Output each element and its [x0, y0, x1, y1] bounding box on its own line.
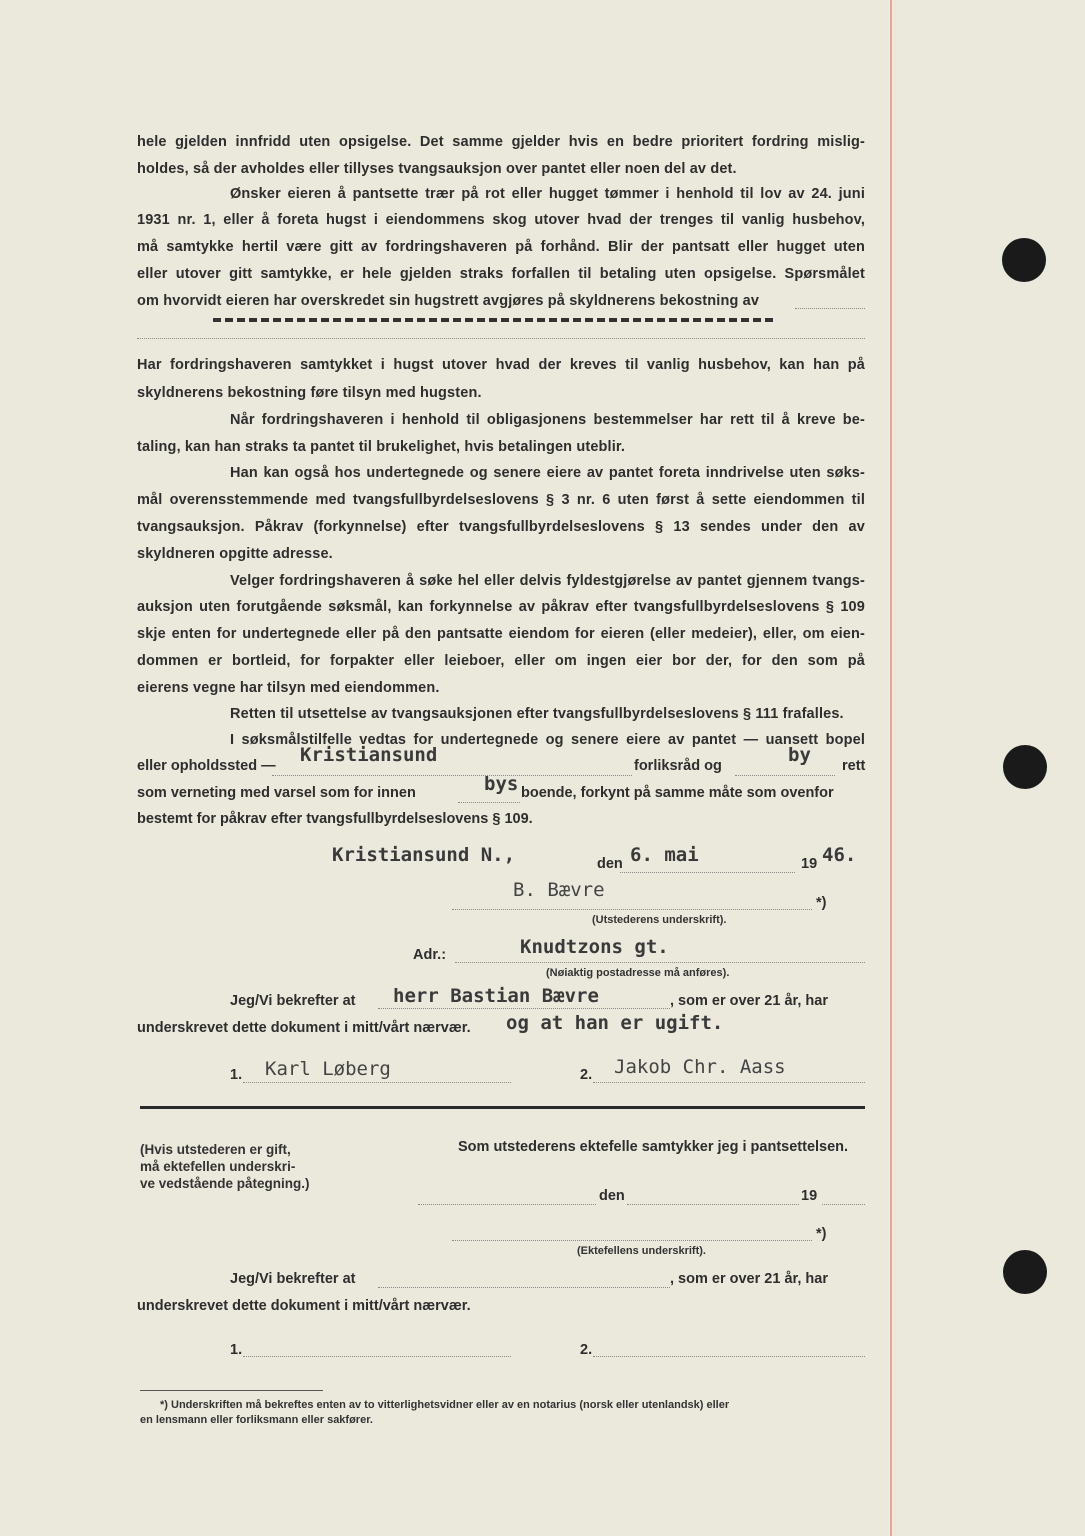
fill-line [137, 338, 865, 339]
text-line: 1931 nr. 1, eller å foreta hugst i eiendommens skog utover hvad der trenges til vanlig husbehov, [137, 212, 865, 228]
fill-line [458, 802, 520, 803]
fill-line [735, 775, 835, 776]
fill-line [620, 872, 795, 873]
fill-line [418, 1204, 596, 1205]
text-line: I søksmålstilfelle vedtas for undertegnede og senere eiere av pantet — uansett bopel [230, 732, 865, 748]
fill-line [243, 1082, 511, 1083]
venue-court-handwritten: by [788, 744, 811, 766]
venue-place-handwritten: Kristiansund [300, 744, 438, 766]
fill-line [822, 1204, 865, 1205]
text-line: må samtykke hertil være gitt av fordringshaveren på forhånd. Blir der pantsatt eller hugget uten [137, 239, 865, 255]
spouse-note-line: ve vedstående påtegning.) [140, 1176, 310, 1191]
fill-line [378, 1008, 670, 1009]
venue-bys-handwritten: bys [484, 773, 519, 795]
spouse-note-line: må ektefellen underskri- [140, 1159, 296, 1174]
address-line [455, 962, 865, 963]
spouse-signature-caption: (Ektefellens underskrift). [577, 1245, 706, 1257]
text-line: tvangsauksjon. Påkrav (forkynnelse) efter tvangsfullbyrdelseslovens § 13 sendes under den av [137, 519, 865, 535]
punch-hole [1003, 745, 1047, 789]
witness-addition-handwritten: og at han er ugift. [506, 1012, 724, 1034]
witness-prefix: Jeg/Vi bekrefter at [230, 1271, 356, 1287]
text-line: Når fordringshaveren i henhold til obligasjonens bestemmelser har rett til å kreve be- [230, 412, 865, 428]
text-line: skje enten for undertegnede eller på den pantsatte eiendom for eieren (eller medeier), eller, om eien- [137, 626, 865, 642]
witness-number-2: 2. [580, 1342, 593, 1358]
year-prefix: 19 [801, 1188, 818, 1204]
text-line: om hvorvidt eieren har overskredet sin hugstrett avgjøres på skyldnerens bekostning av [137, 293, 760, 309]
witness-suffix: , som er over 21 år, har [670, 1271, 828, 1287]
signature-caption: (Utstederens underskrift). [592, 914, 727, 926]
witness-1-signature: Karl Løberg [265, 1058, 391, 1080]
text-line: hele gjelden innfridd uten opsigelse. Det samme gjelder hvis en bedre prioritert fordring mislig- [137, 134, 865, 150]
fill-line [627, 1204, 799, 1205]
footnote-line: *) Underskriften må bekreftes enten av to vitterlighetsvidner eller av en notarius (norsk eller utenlandsk) eller [160, 1399, 730, 1411]
fill-line [378, 1287, 670, 1288]
footnote-rule [140, 1390, 323, 1391]
witness-prefix: Jeg/Vi bekrefter at [230, 993, 356, 1009]
year-prefix: 19 [801, 856, 818, 872]
text-line: Ønsker eieren å pantsette trær på rot eller hugget tømmer i henhold til lov av 24. juni [230, 186, 865, 202]
venue-line3: bestemt for påkrav efter tvangsfullbyrdelseslovens § 109. [137, 811, 533, 827]
text-line: Velger fordringshaveren å søke hel eller delvis fyldestgjørelse av pantet gjennem tvangs- [230, 573, 865, 589]
text-line: skyldneren opgitte adresse. [137, 546, 333, 562]
section-divider [140, 1106, 865, 1109]
signing-year-handwritten: 46. [822, 844, 857, 866]
text-line: holdes, så der avholdes eller tillyses tvangsauksjon over pantet eller noen del av det. [137, 161, 737, 177]
text-line: eller utover gitt samtykke, er hele gjelden straks forfallen til betaling uten opsigelse. Spørsmålet [137, 266, 865, 282]
rett-label: rett [842, 758, 866, 774]
text-line: eierens vegne har tilsyn med eiendommen. [137, 680, 440, 696]
text-line: dommen er bortleid, for forpakter eller leieboer, eller om ingen eier bor der, for den som på [137, 653, 865, 669]
venue-line2-prefix: som verneting med varsel som for innen [137, 785, 416, 801]
address-label: Adr.: [413, 947, 447, 963]
den-label: den [597, 856, 623, 872]
den-label: den [599, 1188, 625, 1204]
text-line: mål overensstemmende med tvangsfullbyrdelseslovens § 3 nr. 6 uten først å sette eiendommen til [137, 492, 865, 508]
text-line: Han kan også hos undertegnede og senere eiere av pantet foreta inndrivelse uten søks- [230, 465, 865, 481]
signature-line [452, 909, 812, 910]
text-line: taling, kan han straks ta pantet til brukelighet, hvis betalingen uteblir. [137, 439, 626, 455]
witness-suffix: , som er over 21 år, har [670, 993, 828, 1009]
witness-2-signature: Jakob Chr. Aass [614, 1056, 786, 1078]
footnote-mark: *) [816, 895, 827, 911]
spouse-consent: Som utstederens ektefelle samtykker jeg i pantsettelsen. [458, 1139, 849, 1155]
forliksrad-label: forliksråd og [634, 758, 722, 774]
signing-place-handwritten: Kristiansund N., [332, 844, 516, 866]
punch-hole [1002, 238, 1046, 282]
text-line: Retten til utsettelse av tvangsauksjonen efter tvangsfullbyrdelseslovens § 111 frafalles. [230, 706, 844, 722]
fill-line [243, 1356, 511, 1357]
margin-red-line [890, 0, 892, 1536]
text-line: Har fordringshaveren samtykket i hugst utover hvad der kreves til vanlig husbehov, kan han på [137, 357, 865, 373]
footnote-mark: *) [816, 1226, 827, 1242]
witness-line2: underskrevet dette dokument i mitt/vårt nærvær. [137, 1020, 471, 1036]
punch-hole [1003, 1250, 1047, 1294]
venue-prefix: eller opholdssted — [137, 758, 276, 774]
issuer-signature: B. Bævre [513, 879, 605, 901]
signature-line [452, 1240, 812, 1241]
address-caption: (Nøiaktig postadresse må anføres). [546, 967, 730, 979]
witness-subject-handwritten: herr Bastian Bævre [393, 985, 599, 1007]
witness-number-1: 1. [230, 1342, 243, 1358]
fill-line [795, 308, 865, 309]
text-line: skyldnerens bekostning føre tilsyn med hugsten. [137, 385, 482, 401]
spouse-note-line: (Hvis utstederen er gift, [140, 1142, 291, 1157]
witness-line2: underskrevet dette dokument i mitt/vårt nærvær. [137, 1298, 471, 1314]
strike-separator [213, 318, 773, 322]
footnote-line: en lensmann eller forliksmann eller sakfører. [140, 1414, 373, 1426]
address-handwritten: Knudtzons gt. [520, 936, 669, 958]
witness-number-2: 2. [580, 1067, 593, 1083]
fill-line [272, 775, 632, 776]
text-line: auksjon uten forutgående søksmål, kan forkynnelse av påkrav efter tvangsfullbyrdelseslovens § 109 [137, 599, 865, 615]
fill-line [593, 1082, 865, 1083]
fill-line [593, 1356, 865, 1357]
venue-line2-suffix: boende, forkynt på samme måte som ovenfor [521, 785, 834, 801]
signing-date-handwritten: 6. mai [630, 844, 699, 866]
witness-number-1: 1. [230, 1067, 243, 1083]
